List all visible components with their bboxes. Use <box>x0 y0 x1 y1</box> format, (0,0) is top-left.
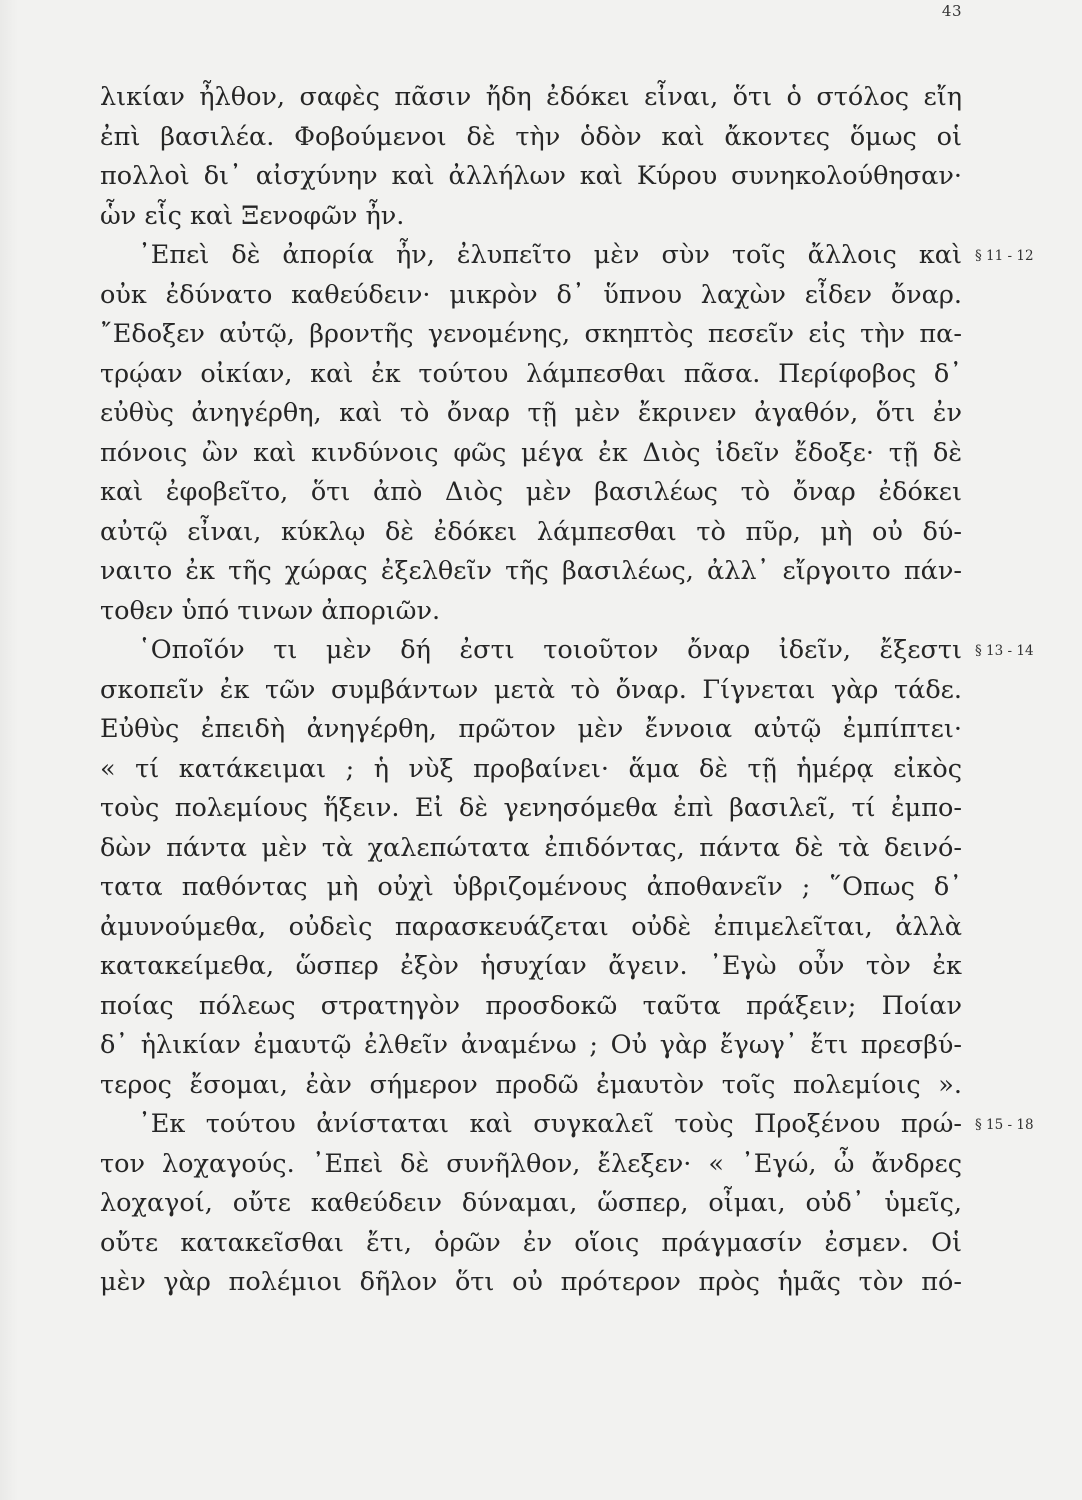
page-number: 43 <box>941 2 962 20</box>
text-line: δ᾿ ἡλικίαν ἐμαυτῷ ἐλθεῖν ἀναμένω ; Οὐ γὰρ ἔγωγ᾿ ἔτι πρεσβύ- <box>100 1030 962 1060</box>
text-line: ἐπὶ βασιλέα. Φοβούμενοι δὲ τὴν ὁδὸν καὶ ἄκοντες ὅμως οἱ <box>100 121 962 152</box>
text-line: δὼν πάντα μὲν τὰ χαλεπώτατα ἐπιδόντας, πάντα δὲ τὰ δεινό- <box>100 832 962 863</box>
text-line: ποίας πόλεως στρατηγὸν προσδοκῶ ταῦτα πράξειν; Ποίαν <box>100 990 962 1021</box>
text-line: ναιτο ἐκ τῆς χώρας ἐξελθεῖν τῆς βασιλέως, ἀλλ᾿ εἴργοιτο πάν- <box>100 556 962 586</box>
text-line: ᾿Επεὶ δὲ ἀπορία ἦν, ἐλυπεῖτο μὲν σὺν τοῖς ἄλλοις καὶ <box>138 240 962 270</box>
text-line: ὧν εἷς καὶ Ξενοφῶν ἦν. <box>100 200 405 231</box>
text-line: ἀμυνούμεθα, οὐδεὶς παρασκευάζεται οὐδὲ ἐπιμελεῖται, ἀλλὰ <box>100 911 962 942</box>
section-margin-note: § 15 - 18 <box>975 1117 1034 1133</box>
text-line: ᾿Εκ τούτου ἀνίσταται καὶ συγκαλεῖ τοὺς Προξένου πρώ- <box>138 1109 962 1139</box>
text-line: εὐθὺς ἀνηγέρθη, καὶ τὸ ὄναρ τῇ μὲν ἔκρινεν ἀγαθόν, ὅτι ἐν <box>100 398 962 428</box>
text-line: μὲν γὰρ πολέμιοι δῆλον ὅτι οὐ πρότερον πρὸς ἡμᾶς τὸν πό- <box>100 1267 962 1297</box>
text-line: πόνοις ὢν καὶ κινδύνοις φῶς μέγα ἐκ Διὸς ἰδεῖν ἔδοξε· τῇ δὲ <box>100 437 962 468</box>
body-text <box>100 78 962 1303</box>
text-line: τοθεν ὑπό τινων ἀποριῶν. <box>100 595 441 626</box>
text-line: σκοπεῖν ἐκ τῶν συμβάντων μετὰ τὸ ὄναρ. Γίγνεται γὰρ τάδε. <box>100 674 962 705</box>
section-margin-note: § 11 - 12 <box>975 248 1034 264</box>
text-line: « τί κατάκειμαι ; ἡ νὺξ προβαίνει· ἅμα δὲ τῇ ἡμέρᾳ εἰκὸς <box>100 753 962 784</box>
text-line: ῾Οποῖόν τι μὲν δή ἐστι τοιοῦτον ὄναρ ἰδεῖν, ἔξεστι <box>138 635 962 665</box>
text-line: λοχαγοί, οὔτε καθεύδειν δύναμαι, ὥσπερ, οἶμαι, οὐδ᾿ ὑμεῖς, <box>100 1188 962 1218</box>
text-line: τατα παθόντας μὴ οὐχὶ ὑβριζομένους ἀποθανεῖν ; ῞Οπως δ᾿ <box>100 872 962 902</box>
text-line: οὔτε κατακεῖσθαι ἔτι, ὁρῶν ἐν οἵοις πράγμασίν ἐσμεν. Οἱ <box>100 1227 962 1258</box>
text-line: τον λοχαγούς. ᾿Επεὶ δὲ συνῆλθον, ἔλεξεν· « ᾿Εγώ, ὦ ἄνδρες <box>100 1148 962 1179</box>
text-line: καὶ ἐφοβεῖτο, ὅτι ἀπὸ Διὸς μὲν βασιλέως τὸ ὄναρ ἐδόκει <box>100 477 962 507</box>
text-line: αὐτῷ εἶναι, κύκλῳ δὲ ἐδόκει λάμπεσθαι τὸ πῦρ, μὴ οὐ δύ- <box>100 516 962 547</box>
text-line: πολλοὶ δι᾿ αἰσχύνην καὶ ἀλλήλων καὶ Κύρου συνηκολούθησαν· <box>100 161 962 191</box>
text-line: τοὺς πολεμίους ἥξειν. Εἰ δὲ γενησόμεθα ἐπὶ βασιλεῖ, τί ἐμπο- <box>100 793 962 823</box>
text-line: τερος ἔσομαι, ἐὰν σήμερον προδῶ ἐμαυτὸν τοῖς πολεμίοις ». <box>100 1069 962 1100</box>
text-line: τρῴαν οἰκίαν, καὶ ἐκ τούτου λάμπεσθαι πᾶσα. Περίφοβος δ᾿ <box>100 358 962 389</box>
section-margin-note: § 13 - 14 <box>975 643 1034 659</box>
text-line: λικίαν ἦλθον, σαφὲς πᾶσιν ἤδη ἐδόκει εἶναι, ὅτι ὁ στόλος εἴη <box>100 82 962 112</box>
text-line: Εὐθὺς ἐπειδὴ ἀνηγέρθη, πρῶτον μὲν ἔννοια αὐτῷ ἐμπίπτει· <box>100 714 962 744</box>
text-line: οὐκ ἐδύνατο καθεύδειν· μικρὸν δ᾿ ὕπνου λαχὼν εἶδεν ὄναρ. <box>100 279 962 310</box>
text-line: κατακείμεθα, ὥσπερ ἐξὸν ἡσυχίαν ἄγειν. ᾿Εγὼ οὖν τὸν ἐκ <box>100 951 962 981</box>
text-line: ῎Εδοξεν αὐτῷ, βροντῆς γενομένης, σκηπτὸς πεσεῖν εἰς τὴν πα- <box>100 319 962 349</box>
